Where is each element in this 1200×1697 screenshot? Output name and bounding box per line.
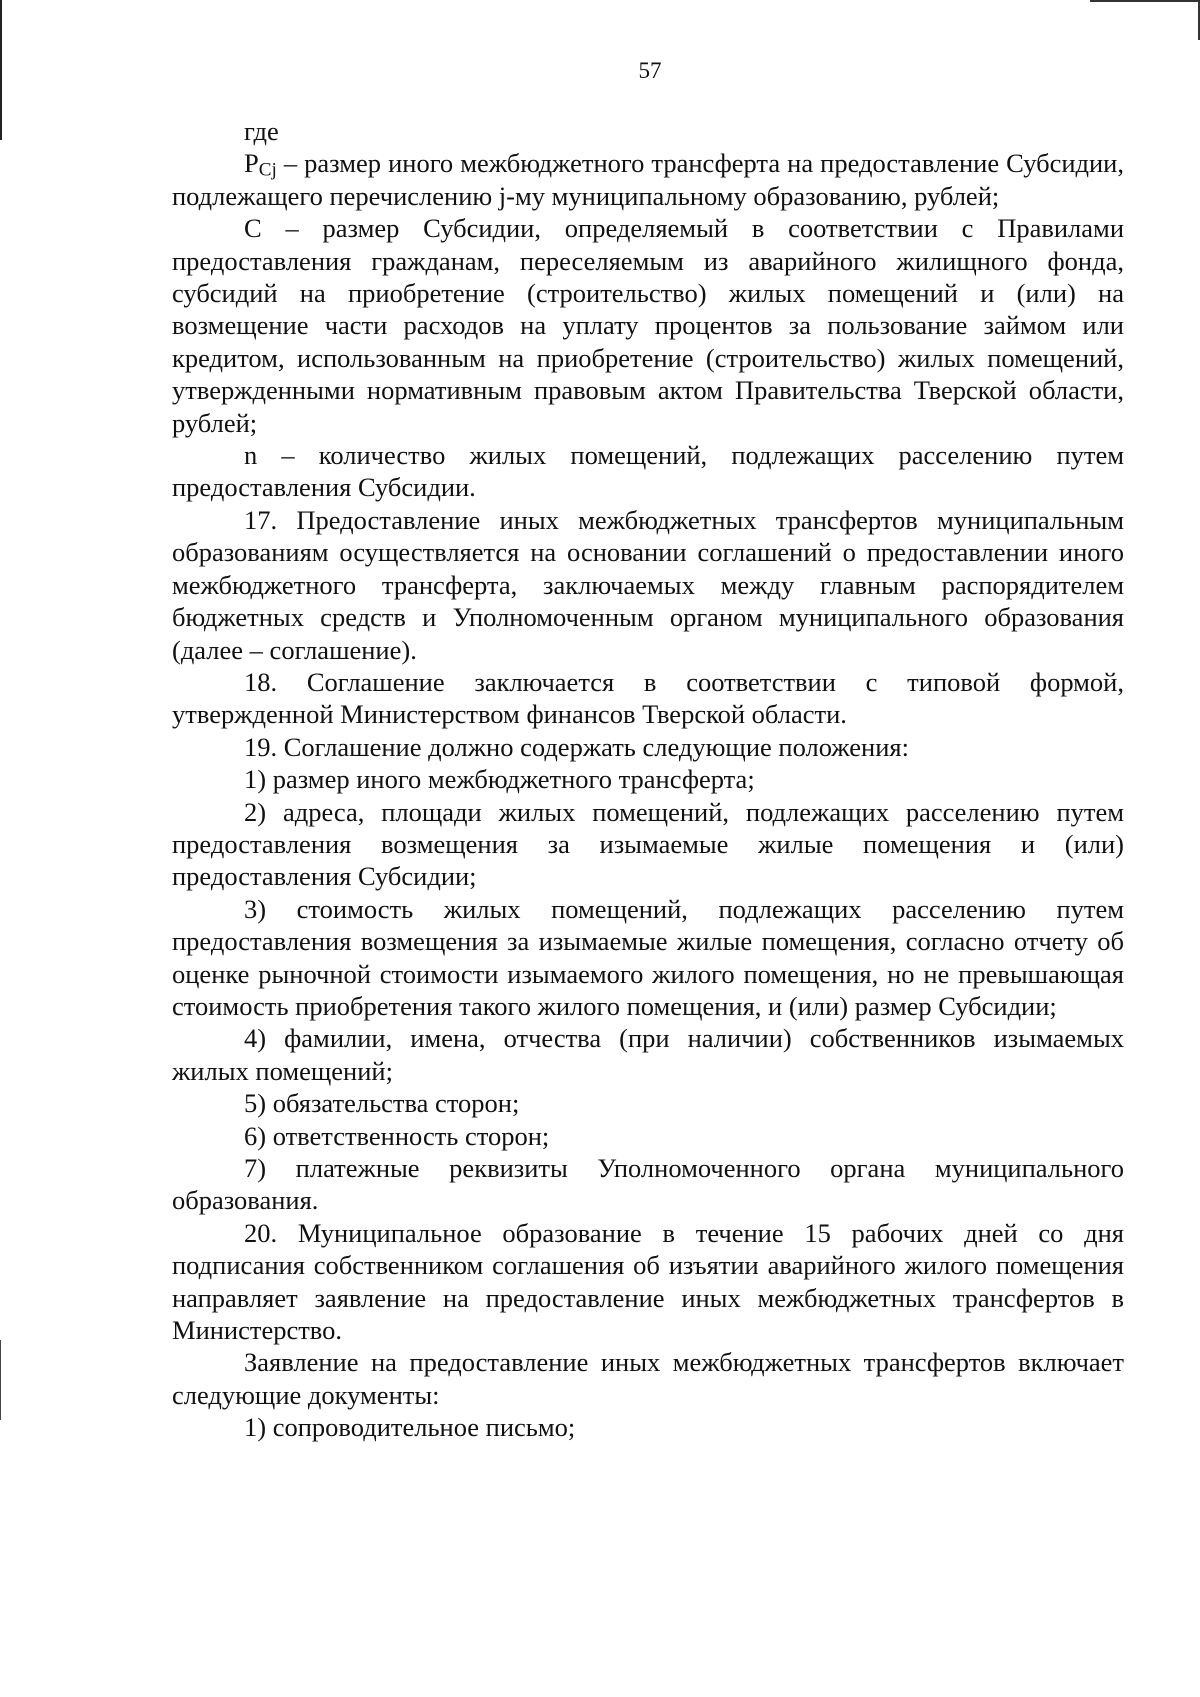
list-item-19-7: 7) платежные реквизиты Уполномоченного органа муниципального образования. <box>172 1153 1124 1216</box>
scan-edge-left-lower <box>0 1340 1 1420</box>
page-number: 57 <box>638 58 662 83</box>
list-item-19-4: 4) фамилии, имена, отчества (при наличии) собственников изымаемых жилых помещений; <box>172 1023 1124 1086</box>
list-item-19-1: 1) размер иного межбюджетного трансферта; <box>244 764 755 795</box>
document-body <box>172 115 1124 1444</box>
paragraph-where: где <box>244 116 279 146</box>
paragraph-item-20: 20. Муниципальное образование в течение 15 рабочих дней со дня подписания собственником соглашения об изъятии аварийного жилого помещения направляет заявление на предоставление иных межбюджетных трансфертов в Министерство. <box>172 1217 1124 1346</box>
paragraph-application-documents: Заявление на предоставление иных межбюджетных трансфертов включает следующие документы: <box>172 1347 1124 1410</box>
scan-edge-top <box>1090 0 1200 2</box>
list-item-19-3: 3) стоимость жилых помещений, подлежащих расселению путем предоставления возмещения за изымаемые жилые помещения, согласно отчету об оценке рыночной стоимости изымаемого жилого помещения, но не превышающая стоимость приобретения такого жилого помещения, и (или) размер Субсидии; <box>172 893 1124 1021</box>
paragraph-c-definition: С – размер Субсидии, определяемый в соответствии с Правилами предоставления гражданам, переселяемым из аварийного жилищного фонда, субсидий на приобретение (строительство) жилых помещений и (или) на возмещение части расходов на уплату процентов за пользование займом или кредитом, использованным на приобретение (строительство) жилых помещений, утвержденными нормативным правовым актом Правительства Тверской области, рублей; <box>172 213 1124 438</box>
paragraph-pcj-text: – размер иного межбюджетного трансферта на предоставление Субсидии, подлежащего перечислению j-му муниципальному образованию, рублей; <box>172 148 1124 211</box>
formula-subscript: Cj <box>258 159 277 181</box>
formula-variable: P <box>244 148 259 179</box>
paragraph-item-17: 17. Предоставление иных межбюджетных трансфертов муниципальным образованиям осуществляется на основании соглашений о предоставлении иного межбюджетного трансферта, заключаемых между главным распорядителем бюджетных средств и Уполномоченным органом муниципального образования (далее – соглашение). <box>172 504 1124 665</box>
list-item-19-2: 2) адреса, площади жилых помещений, подлежащих расселению путем предоставления возмещения за изымаемые жилые помещения и (или) предоставления Субсидии; <box>172 796 1124 892</box>
list-item-19-6: 6) ответственность сторон; <box>244 1120 550 1151</box>
list-item-documents-1: 1) сопроводительное письмо; <box>244 1412 576 1443</box>
paragraph-item-18: 18. Соглашение заключается в соответствии с типовой формой, утвержденной Министерством финансов Тверской области. <box>172 666 1124 730</box>
list-item-19-5: 5) обязательства сторон; <box>244 1088 520 1119</box>
paragraph-n-definition: n – количество жилых помещений, подлежащих расселению путем предоставления Субсидии. <box>172 440 1124 503</box>
paragraph-pcj-definition <box>172 147 1124 212</box>
paragraph-item-19: 19. Соглашение должно содержать следующие положения: <box>244 731 909 762</box>
